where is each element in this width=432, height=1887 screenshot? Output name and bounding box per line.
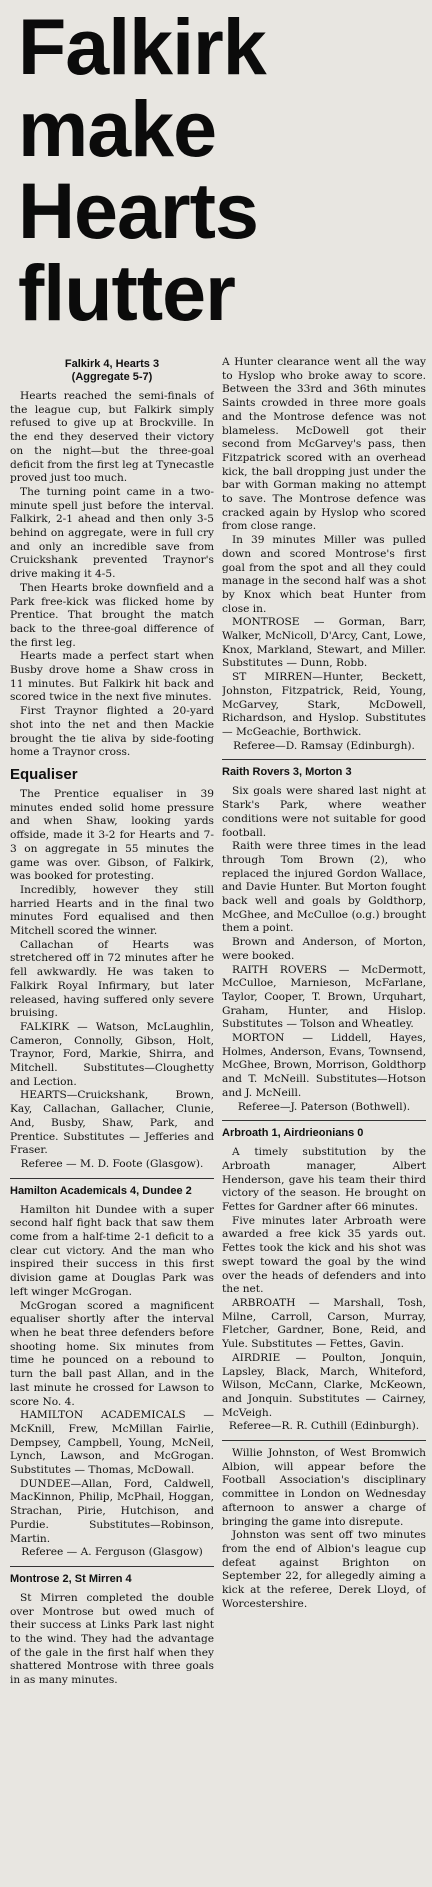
paragraph: The Prentice equaliser in 39 minutes ended solid home pressure and when Shaw, looking yards offside, made it 3-2 for Hearts and 7-3 on aggregate in 55 minutes the game was over. Gibson, of Falkirk, was booked for protesting. [10, 787, 214, 883]
paragraph: Then Hearts broke downfield and a Park free-kick was flicked home by Prentice. That brought the match back to the three-goal difference of the first leg. [10, 581, 214, 649]
paragraph: Willie Johnston, of West Bromwich Albion, will appear before the Football Association's disciplinary committee in London on Wednesday afternoon to answer a charge of bringing the game into disrepute. [222, 1447, 426, 1528]
paragraph: St Mirren completed the double over Montrose but owed much of their success at Links Park last night to the wind. They had the advantage of the gale in the first half when they shattered Montrose with three goals in as many minutes. [10, 1591, 214, 1687]
team-lineup: RAITH ROVERS — McDermott, McCulloe, Marnieson, McFarlane, Taylor, Cooper, T. Brown, Urquhart, Graham, Hunter, and Hislop. Substitutes — Tolson and Wheatley. [222, 963, 426, 1031]
article-columns [10, 356, 426, 1887]
team-lineup: ST MIRREN—Hunter, Beckett, Johnston, Fitzpatrick, Reid, Young, McGarvey, Stark, McDowell, Richardson, and Hyslop. Substitutes — McGeachie, Borthwick. [222, 671, 426, 738]
falkirk-subhead [10, 358, 214, 384]
paragraph: Five minutes later Arbroath were awarded a free kick 35 yards out. Fettes took the kick and his shot was swept toward the goal by the wind over the heads of defenders and into the net. [222, 1214, 426, 1296]
right-column [222, 356, 426, 1887]
headline-line: Hearts [18, 166, 258, 255]
paragraph: A timely substitution by the Arbroath manager, Albert Henderson, gave his team their third victory of the season. He brought on Fettes for Gardner after 66 minutes. [222, 1146, 426, 1214]
team-lineup: HAMILTON ACADEMICALS — McKnill, Frew, McMillan Fairlie, Dempsey, Campbell, Young, McNeil, Lynch, Lawson, and McGrogan. Substitutes — Thomas, McDowall. [10, 1409, 214, 1477]
paragraph: Hearts reached the semi-finals of the league cup, but Falkirk simply refused to give up at Brockville. In the end they deserved their victory on the night—but the three-goal deficit from the first leg at Tynecastle proved just too much. [10, 390, 214, 485]
paragraph: Six goals were shared last night at Stark's Park, where weather conditions were not suitable for good football. [222, 785, 426, 839]
referee-line: Referee—R. R. Cuthill (Edinburgh). [228, 1420, 420, 1433]
falkirk-score: Falkirk 4, Hearts 3 [64, 358, 160, 370]
referee-line: Referee—J. Paterson (Bothwell). [237, 1100, 411, 1113]
paragraph: Raith were three times in the lead through Tom Brown (2), who replaced the injured Gordon Wallace, and Davie Hunter. But Morton fought back well and goals by Goldthorp, McGhee, and McCulloe (o.g.) brought them a point. [222, 840, 426, 935]
paragraph: Hearts made a perfect start when Busby drove home a Shaw cross in 11 minutes. But Falkirk hit back and scored twice in the next five minutes. [10, 650, 214, 704]
raith-subhead: Raith Rovers 3, Morton 3 [222, 766, 352, 779]
paragraph: Johnston was sent off two minutes from the end of Albion's league cup defeat against Brighton on September 22, for allegedly aiming a kick at the referee, Derek Lloyd, of Worcestershire. [222, 1529, 426, 1610]
paragraph: In 39 minutes Miller was pulled down and scored Montrose's first goal from the spot and all they could manage in the second half was a shot by Knox which beat Hunter from close in. [222, 534, 426, 615]
headline-line: make [18, 84, 217, 173]
team-lineup: FALKIRK — Watson, McLaughlin, Cameron, Connolly, Gibson, Holt, Traynor, Ford, Markie, Shirra, and Mitchell. Substitutes—Cloughetty and Lection. [10, 1020, 214, 1088]
paragraph: McGrogan scored a magnificent equaliser shortly after the interval when he beat three defenders before shooting home. Six minutes from time he pounced on a rebound to turn the ball past Allan, and in the last minute he crossed for Lawson to score No. 4. [10, 1299, 214, 1408]
equaliser-subhead: Equaliser [10, 765, 78, 783]
divider [222, 1120, 426, 1121]
paragraph: Brown and Anderson, of Morton, were booked. [222, 936, 426, 962]
divider [10, 1566, 214, 1567]
divider [222, 1440, 426, 1441]
left-column [10, 356, 214, 1887]
headline [18, 2, 426, 337]
headline-line: Falkirk [18, 2, 266, 91]
hamilton-subhead: Hamilton Academicals 4, Dundee 2 [10, 1184, 192, 1197]
paragraph: Incredibly, however they still harried Hearts and in the final two minutes Ford equalised and then Mitchell scored the winner. [10, 883, 214, 938]
paragraph: The turning point came in a two-minute spell just before the interval. Falkirk, 2-1 ahead and then only 3-5 behind on aggregate, were in full cry and only an incredible save from Cruickshank prevented Traynor's drive making it 4-5. [10, 485, 214, 581]
paragraph: First Traynor flighted a 20-yard shot into the net and then Mackie brought the tie aliva by side-footing home a Traynor cross. [10, 705, 214, 759]
paragraph: A Hunter clearance went all the way to Hyslop who broke away to score. Between the 33rd and 36th minutes Saints crowded in three more goals and the Montrose defence was not blameless. McDowell got their second from McGarvey's pass, then Fitzpatrick scored with an overhead kick, the ball dropping just under the bar with Gorman making no attempt to save. The Montrose defence was cracked again by Hyslop who scored from close range. [222, 356, 426, 533]
montrose-subhead: Montrose 2, St Mirren 4 [10, 1572, 132, 1585]
team-lineup: DUNDEE—Allan, Ford, Caldwell, MacKinnon, Philip, McPhail, Hoggan, Strachan, Pirie, Hutchison, and Purdie. Substitutes—Robinson, Martin. [10, 1477, 214, 1545]
divider [222, 759, 426, 760]
arbroath-subhead: Arbroath 1, Airdrieonians 0 [222, 1127, 364, 1140]
falkirk-aggregate: (Aggregate 5-7) [71, 371, 153, 383]
team-lineup: HEARTS—Cruickshank, Brown, Kay, Callachan, Gallacher, Clunie, And, Busby, Shaw, Park, and Prentice. Substitutes — Jefferies and Fraser. [10, 1089, 214, 1157]
referee-line: Referee — M. D. Foote (Glasgow). [20, 1157, 204, 1170]
team-lineup: MONTROSE — Gorman, Barr, Walker, McNicoll, D'Arcy, Cant, Lowe, Knox, Markland, Stewart, and Miller. Substitutes — Dunn, Robb. [222, 616, 426, 670]
referee-line: Referee — A. Ferguson (Glasgow) [21, 1546, 203, 1559]
paragraph: Hamilton hit Dundee with a super second half fight back that saw them come from a half-time 2-1 deficit to a clear cut victory. And the man who inspired their success in this first division game at Douglas Park was left winger McGrogan. [10, 1203, 214, 1298]
paragraph: Callachan of Hearts was stretchered off in 72 minutes after he fell awkwardly. He was taken to Falkirk Royal Infirmary, but later released, having suffered only severe bruising. [10, 938, 214, 1020]
referee-line: Referee—D. Ramsay (Edinburgh). [233, 739, 415, 752]
team-lineup: ARBROATH — Marshall, Tosh, Milne, Carroll, Carson, Murray, Fletcher, Gardner, Bone, Reid, and Yule. Substitutes — Fettes, Gavin. [222, 1297, 426, 1351]
headline-line: flutter [18, 248, 235, 337]
divider [10, 1178, 214, 1179]
team-lineup: MORTON — Liddell, Hayes, Holmes, Anderson, Evans, Townsend, McGhee, Brown, Morrison, Goldthorp and T. McNeill. Substitutes—Hotson and J. McNeill. [222, 1032, 426, 1099]
team-lineup: AIRDRIE — Poulton, Jonquin, Lapsley, Black, March, Whiteford, Wilson, McCann, Clarke, McKeown, and Jonquin. Substitutes — Cairney, McVeigh. [222, 1351, 426, 1419]
